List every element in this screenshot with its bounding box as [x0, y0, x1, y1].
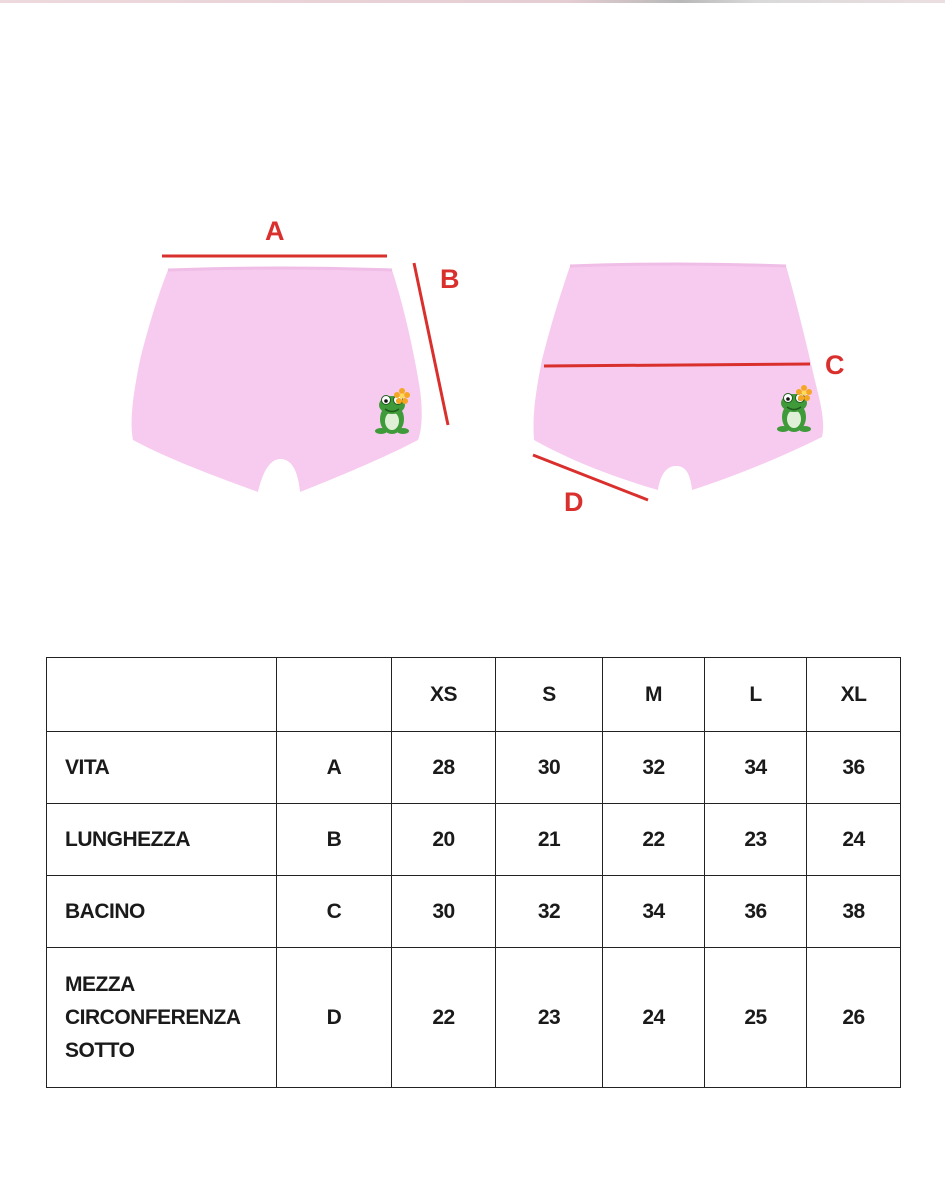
- label-b: B: [440, 264, 460, 294]
- front-view: [132, 216, 460, 492]
- row-label: LUNGHEZZA: [47, 804, 277, 876]
- label-a: A: [265, 216, 285, 246]
- row-label-line: MEZZA: [65, 973, 135, 996]
- row-label-line: CIRCONFERENZA: [65, 1006, 241, 1029]
- header-cell-l: L: [705, 658, 807, 732]
- back-garment-shape: [533, 264, 823, 490]
- table-cell: 23: [705, 804, 807, 876]
- table-row: [47, 876, 901, 948]
- table-cell: 24: [807, 804, 901, 876]
- table-header-row: [47, 658, 901, 732]
- table-cell: 30: [392, 876, 496, 948]
- table-cell: 32: [496, 876, 603, 948]
- header-cell-xl: XL: [807, 658, 901, 732]
- header-cell-xs: XS: [392, 658, 496, 732]
- table-cell: 23: [496, 948, 603, 1088]
- row-code: A: [277, 732, 392, 804]
- table-cell: 34: [603, 876, 705, 948]
- header-cell-empty: [277, 658, 392, 732]
- label-d: D: [564, 487, 584, 517]
- table-cell: 22: [603, 804, 705, 876]
- table-cell: 21: [496, 804, 603, 876]
- table-row: [47, 804, 901, 876]
- header-cell-s: S: [496, 658, 603, 732]
- table-cell: 28: [392, 732, 496, 804]
- table-cell: 30: [496, 732, 603, 804]
- table-cell: 26: [807, 948, 901, 1088]
- table-cell: 32: [603, 732, 705, 804]
- row-label-line: SOTTO: [65, 1039, 135, 1062]
- front-garment-shape: [132, 268, 422, 492]
- row-label: [47, 948, 277, 1088]
- table-row: [47, 948, 901, 1088]
- row-code: B: [277, 804, 392, 876]
- table-cell: 38: [807, 876, 901, 948]
- row-label: VITA: [47, 732, 277, 804]
- row-label: BACINO: [47, 876, 277, 948]
- row-code: D: [277, 948, 392, 1088]
- back-view: [533, 264, 845, 517]
- table-cell: 34: [705, 732, 807, 804]
- table-cell: 22: [392, 948, 496, 1088]
- header-cell-empty: [47, 658, 277, 732]
- table-cell: 25: [705, 948, 807, 1088]
- header-cell-m: M: [603, 658, 705, 732]
- measure-line-c: [544, 364, 810, 366]
- row-code: C: [277, 876, 392, 948]
- table-row: [47, 732, 901, 804]
- table-cell: 36: [705, 876, 807, 948]
- table-cell: 20: [392, 804, 496, 876]
- table-cell: 24: [603, 948, 705, 1088]
- table-cell: 36: [807, 732, 901, 804]
- label-c: C: [825, 350, 845, 380]
- size-table: [46, 657, 901, 1088]
